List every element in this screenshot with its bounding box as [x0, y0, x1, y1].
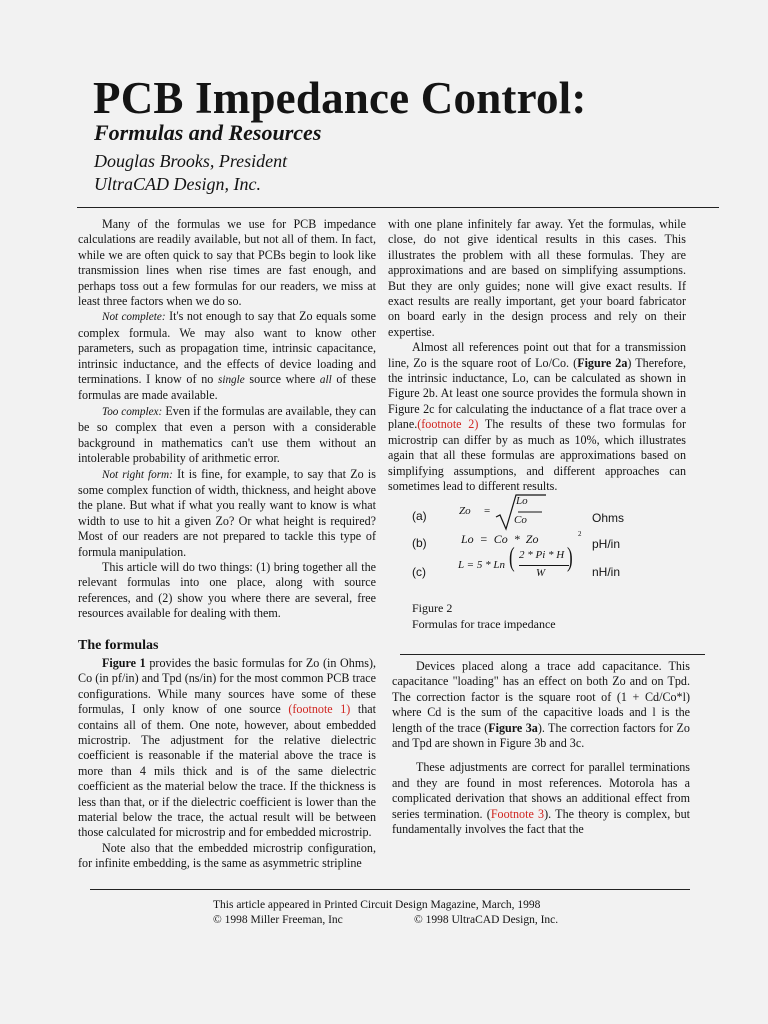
formula-c-left-paren: ( [509, 542, 515, 573]
unit-c: nH/in [592, 565, 621, 579]
formula-a-denominator: Co [514, 514, 527, 526]
paragraph: Almost all references point out that for a transmission line, Zo is the square root of Lo/Co. (Figure 2a) Therefore, the intrinsic inductance, Lo, can be calculated as shown in Figure 2b. At least one source provides the formula shown in Figure 2c for calculating the inductance of a flat trace over a plane.(footnote 2) The results of these two formulas for microstrip can differ by as much as 10%, which illustrates again that all these formulas are approximations based on simplifying assumptions, and different approaches can sometimes lead to different results. [388, 340, 686, 493]
footer-publication-note: This article appeared in Printed Circuit Design Magazine, March, 1998 [213, 899, 541, 911]
formula-label-b: (b) [412, 536, 427, 550]
paragraph: Devices placed along a trace add capacitance. This capacitance "loading" has an effect on both Zo and on Tpd. The correction factor is the square root of (1 + Cd/Co*l) where Cd is the sum of the capacitive loads and l is the length of the trace (Figure 3a). The correction factors for Zo and Tpd are shown in Figure 3b and 3c. [392, 659, 690, 751]
right-column-bottom [392, 659, 690, 837]
header-rule [77, 207, 719, 208]
figure-caption-text: Formulas for trace impedance [412, 617, 556, 631]
figure-reference: Figure 1 [102, 655, 146, 670]
paragraph: Not complete: It's not enough to say that Zo equals some complex formula. We may also want to know other parameters, such as propagation time, intrinsic capacitance, intrinsic inductance, and the effects of device loading and terminations. I know of no single source where all of these formulas are made available. [78, 309, 376, 403]
author-block [94, 150, 287, 196]
article-title: PCB Impedance Control: [93, 73, 587, 123]
footnote-link-3[interactable]: Footnote 3 [490, 806, 545, 821]
paragraph: Many of the formulas we use for PCB impedance calculations are readily available, but not all of them. In fact, while we are often quick to say that PCBs begin to look like transmission lines when rise times are fast enough, and perhaps toss out a few formulas for our readers, we miss at least three factors when we do so. [78, 217, 376, 309]
unit-a: Ohms [592, 511, 625, 525]
author-name: Douglas Brooks, President [94, 151, 288, 171]
formula-a-zo: Zo [459, 505, 471, 517]
formula-a-equals: = [484, 505, 491, 517]
run-in-lead: Too complex: [102, 405, 163, 418]
emphasis: single [217, 374, 245, 387]
paragraph: Note also that the embedded microstrip configuration, for infinite embedding, is the same as asymmetric stripline [78, 840, 376, 871]
article-subtitle: Formulas and Resources [94, 120, 322, 145]
paragraph: These adjustments are correct for parallel terminations and they are found in most references. Motorola has a complicated derivation that shows an additional effect from series termination. (Footnote 3). The theory is complex, but fundamentally involves the fact that the [392, 760, 690, 837]
formula-label-a: (a) [412, 509, 427, 523]
formula-label-c: (c) [412, 565, 426, 579]
figure-caption-number: Figure 2 [412, 601, 453, 615]
footer [90, 898, 690, 928]
emphasis: all [319, 374, 332, 387]
formula-c-right-paren: ) [567, 542, 573, 573]
unit-b: pH/in [592, 537, 621, 551]
figure-rule [400, 654, 705, 655]
formula-a-numerator: Lo [516, 495, 528, 507]
paragraph: with one plane infinitely far away. Yet the formulas, while close, do not give identical results in this cases. This illustrates the problem with all these formulas. They are approximations and are based on simplifying assumptions. But they are only guides; none will give exact results. If exact results are really important, get your board fabricator on board early in the design process and rely on their expertise. [388, 217, 686, 339]
copyright-left: © 1998 Miller Freeman, Inc [213, 914, 343, 926]
paragraph: Figure 1 provides the basic formulas for Zo (in Ohms), Co (in pf/in) and Tpd (ns/in) for the most common PCB trace configurations. While many sources have some of these formulas, I only know of one source (footnote 1) that contains all of them. One note, however, about embedded microstrip. The adjustment for the relative dielectric coefficient is reasonable if the material above the trace is more than 4 mils thick and is of the same dielectric coefficient as the material below the trace. If the thickness is less than that, or if the dielectric coefficient is lower than the material below the trace, the actual result will be between those calculated for microstrip and for embedded microstrip. [78, 655, 377, 840]
figure-reference: Figure 2a [577, 355, 628, 370]
right-column-top [388, 217, 686, 494]
left-column [78, 217, 376, 872]
formula-c-numerator: 2 * Pi * H [519, 549, 565, 561]
formula-c-fraction-bar [519, 565, 569, 566]
formula-c-lhs: L = 5 * Ln [458, 559, 505, 571]
footnote-link-2[interactable]: (footnote 2) [417, 417, 479, 432]
figure-reference: Figure 3a [488, 720, 538, 735]
footer-rule [90, 889, 690, 890]
paragraph: This article will do two things: (1) bring together all the relevant formulas into one place, along with source references, and (2) show you where there are several, free resources available for dealing with them. [78, 559, 376, 621]
footnote-link-1[interactable]: (footnote 1) [288, 702, 351, 717]
formula-b: Lo = Co * Zo [461, 532, 539, 546]
section-heading: The formulas [78, 637, 159, 653]
footer-copyright-row [90, 913, 690, 928]
run-in-lead: Not right form: [102, 468, 173, 481]
formula-c-denominator: W [536, 567, 546, 579]
formula-b-exponent: 2 [578, 530, 582, 538]
author-company: UltraCAD Design, Inc. [94, 174, 261, 194]
copyright-right: © 1998 UltraCAD Design, Inc. [414, 914, 559, 926]
paragraph: Too complex: Even if the formulas are available, they can be so complex that even a person with a considerable background in mathematics can't use them without an intolerable probability of arithmetic error. [78, 403, 376, 466]
paragraph: Not right form: It is fine, for example, to say that Zo is some complex function of width, thickness, and height above the plane. But what if what you really want to know is what width to use to hit a given Zo? Or what height is required? Most of our readers are not prepared to tackle this type of formula manipulation. [78, 466, 376, 559]
run-in-lead: Not complete: [102, 311, 166, 324]
